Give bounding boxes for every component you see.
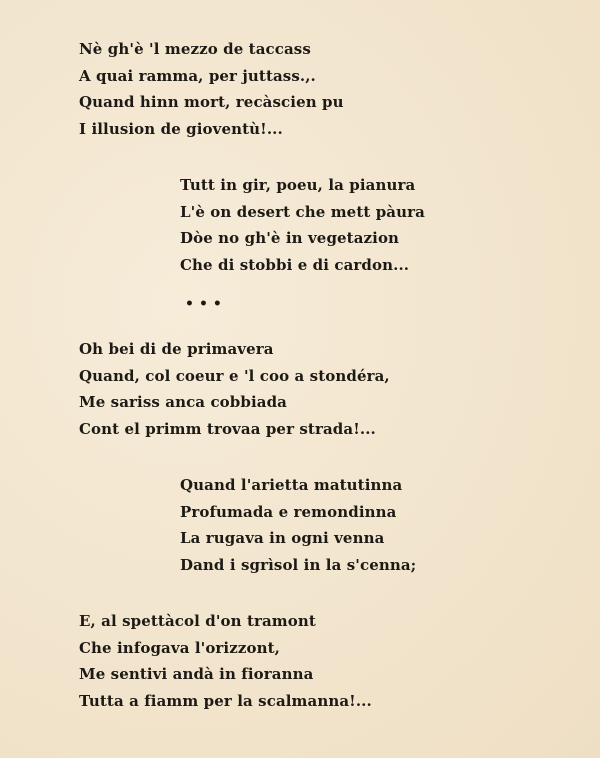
verse-line: La rugava in ogni venna [180, 529, 385, 547]
stanza-3 [79, 336, 390, 442]
verse-line: Profumada e remondinna [180, 502, 397, 521]
verse-line: Quand, col coeur e 'l coo a stondéra, [79, 366, 390, 385]
verse-line: Quand hinn mort, recàscien pu [79, 93, 344, 111]
verse-line: Che di stobbi e di cardon... [180, 255, 410, 274]
verse-line: I illusion de gioventù!... [79, 119, 283, 138]
stanza-2 [180, 172, 425, 278]
verse-line: A quai ramma, per juttass.,. [79, 66, 316, 85]
stanza-5 [79, 608, 372, 714]
verse-line: Quand l'arietta matutinna [180, 476, 403, 494]
verse-line: Cont el primm trovaa per strada!... [79, 419, 376, 438]
verse-line: L'è on desert che mett pàura [180, 202, 425, 221]
stanza-1 [79, 36, 344, 142]
verse-line: Me sariss anca cobbiada [79, 393, 287, 411]
verse-line: Tutta a fiamm per la scalmanna!... [79, 691, 372, 710]
verse-line: Tutt in gir, poeu, la pianura [180, 176, 416, 194]
verse-line: E, al spettàcol d'on tramont [79, 612, 316, 630]
verse-line: Me sentivi andà in fioranna [79, 665, 314, 683]
verse-line: Dand i sgrìsol in la s'cenna; [180, 555, 417, 574]
stanza-4 [180, 472, 416, 578]
verse-line: Che infogava l'orizzont, [79, 638, 280, 657]
section-separator: ••• [185, 296, 227, 312]
verse-line: Nè gh'è 'l mezzo de taccass [79, 40, 311, 58]
verse-line: Dòe no gh'è in vegetazion [180, 229, 400, 247]
verse-line: Oh bei di de primavera [79, 340, 274, 358]
